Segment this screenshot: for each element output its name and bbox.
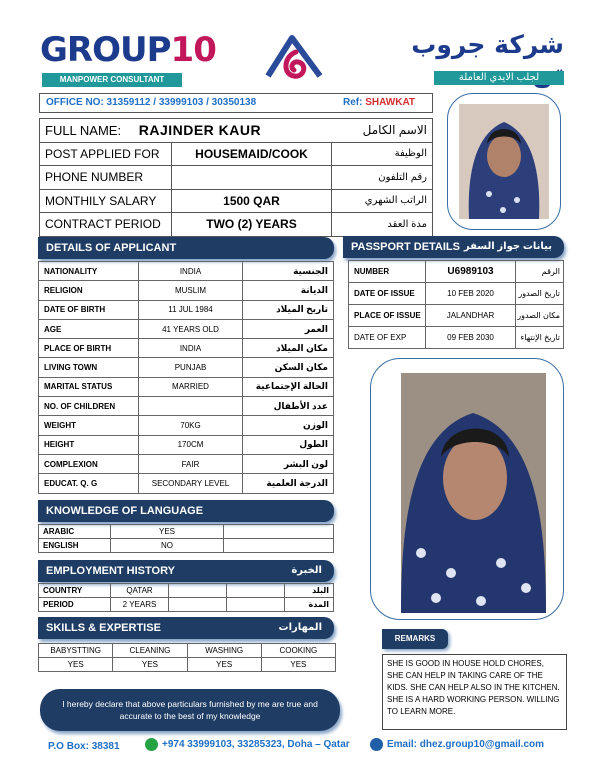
arabic-logo: شركة جروب [411, 30, 564, 59]
applicant-photo-small [447, 93, 561, 230]
table-row: EDUCAT. Q. G SECONDARY LEVEL الدرجة العلمية [39, 474, 334, 493]
full-name-value: RAJINDER KAUR [138, 122, 262, 139]
employment-section-header: EMPLOYMENT HISTORY الخبرة [38, 560, 334, 582]
table-row: HEIGHT 170CM الطول [39, 435, 334, 454]
language-section-header: KNOWLEDGE OF LANGUAGE [38, 500, 334, 522]
table-row: PERIOD 2 YEARS المدة [39, 598, 334, 612]
office-bar [39, 93, 433, 113]
email-contact[interactable]: Email: dhez.group10@gmail.com [370, 738, 544, 751]
phone-contact: +974 33999103, 33285323, Doha – Qatar [145, 738, 350, 751]
reference: Ref: SHAWKAT [343, 97, 416, 108]
applicant-photo-large [370, 358, 564, 620]
portrait-image [459, 104, 549, 219]
arabic-logo-subtitle: لجلب الايدي العاملة [434, 71, 564, 85]
group10-logo: GROUP10 [40, 30, 216, 70]
post-row: POST APPLIED FOR HOUSEMAID/COOK الوظيفة [40, 142, 433, 166]
table-row: PLACE OF BIRTH INDIA مكان الميلاد [39, 339, 334, 358]
table-row: DATE OF ISSUE 10 FEB 2020 تاريخ الصدور [349, 283, 564, 305]
emblem-icon [262, 30, 326, 86]
portrait-image [401, 373, 546, 613]
skills-table [38, 643, 336, 672]
po-box: P.O Box: 38381 [48, 741, 120, 752]
table-row: YES YES YES YES [39, 658, 336, 672]
applicant-section-header: DETAILS OF APPLICANT [38, 237, 334, 259]
table-row: DATE OF BIRTH 11 JUL 1984 تاريخ الميلاد [39, 300, 334, 319]
logo-subtitle: MANPOWER CONSULTANT [42, 73, 182, 87]
whatsapp-icon [145, 738, 158, 751]
passport-table [348, 260, 564, 349]
applicant-table [38, 261, 334, 494]
remarks-header: REMARKS [382, 629, 448, 649]
table-row: PLACE OF ISSUE JALANDHAR مكان الصدور [349, 305, 564, 327]
table-row: NO. OF CHILDREN عدد الأطفال [39, 397, 334, 416]
phone-row: PHONE NUMBER رقم التلفون [40, 166, 433, 190]
table-row: COMPLEXION FAIR لون البشر [39, 454, 334, 473]
table-row: MARITAL STATUS MARRIED الحالة الإجتماعية [39, 377, 334, 396]
email-icon [370, 738, 383, 751]
table-row: ENGLISH NO [39, 539, 334, 553]
table-row: LIVING TOWN PUNJAB مكان السكن [39, 358, 334, 377]
table-row: WEIGHT 70KG الوزن [39, 416, 334, 435]
table-row: RELIGION MUSLIM الديانة [39, 281, 334, 300]
salary-row: MONTHILY SALARY 1500 QAR الراتب الشهري [40, 189, 433, 213]
full-name-row [40, 119, 433, 143]
declaration: I hereby declare that above particulars furnished by me are true and accurate to the best of my knowledge [40, 689, 340, 731]
table-row: NUMBER U6989103 الرقم [349, 261, 564, 283]
contract-row: CONTRACT PERIOD TWO (2) YEARS مدة العقد [40, 213, 433, 237]
table-row: DATE OF EXP 09 FEB 2030 تاريخ الإنتهاء [349, 327, 564, 349]
employment-table [38, 583, 334, 612]
full-name-ar: الاسم الكامل [332, 119, 433, 143]
skills-section-header: SKILLS & EXPERTISE المهارات [38, 617, 334, 639]
table-row: COUNTRY QATAR البلد [39, 584, 334, 598]
passport-section-header: PASSPORT DETAILS بيانات جواز السفر [343, 236, 564, 258]
top-info-table [39, 118, 433, 237]
table-row: AGE 41 YEARS OLD العمر [39, 319, 334, 338]
language-table [38, 524, 334, 553]
office-numbers: OFFICE NO: 31359112 / 33999103 / 30350138 [46, 97, 257, 108]
table-row: BABYSTTING CLEANING WASHING COOKING [39, 644, 336, 658]
remarks-text: SHE IS GOOD IN HOUSE HOLD CHORES, SHE CAN HELP IN TAKING CARE OF THE KIDS. SHE CAN HELP ALSO IN THE KITCHEN. SHE IS A HARD WORKING PERSON. WILLING TO LEARN MORE. [382, 654, 567, 730]
full-name-label: FULL NAME: [45, 123, 122, 139]
table-row: NATIONALITY INDIA الجنسية [39, 262, 334, 281]
table-row: ARABIC YES [39, 525, 334, 539]
